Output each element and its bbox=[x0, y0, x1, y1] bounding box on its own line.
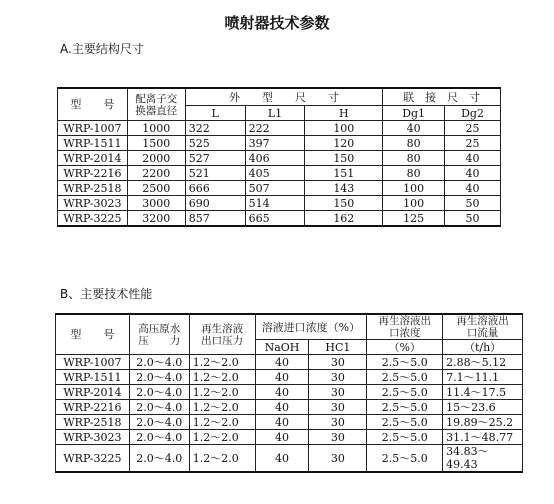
table-cell: 406 bbox=[245, 151, 305, 166]
table-row bbox=[56, 370, 523, 385]
table-cell: 30 bbox=[309, 445, 367, 473]
table-cell: 150 bbox=[305, 196, 383, 211]
table-cell: 80 bbox=[383, 136, 445, 151]
table-cell: 30 bbox=[309, 430, 367, 445]
table-cell: 100 bbox=[305, 121, 383, 136]
header-regen-outlet-pressure bbox=[189, 314, 255, 355]
table-cell: WRP-2216 bbox=[56, 400, 130, 415]
header-exchanger-line1: 配离子交 bbox=[135, 92, 178, 105]
table-cell: 30 bbox=[309, 415, 367, 430]
table-cell: 2.5～5.0 bbox=[367, 415, 443, 430]
performance-table-body bbox=[56, 355, 523, 473]
table-cell: 1.2～2.0 bbox=[189, 370, 255, 385]
table-row bbox=[58, 211, 501, 227]
table-cell: WRP-3225 bbox=[58, 211, 128, 227]
structure-dimensions-table bbox=[57, 87, 501, 227]
table-cell: 1000 bbox=[127, 121, 185, 136]
header-hp-water-pressure bbox=[129, 314, 189, 355]
table-cell: 31.1～48.77 bbox=[443, 430, 523, 445]
table-cell: 151 bbox=[305, 166, 383, 181]
table-cell: WRP-2014 bbox=[58, 151, 128, 166]
table-cell: 100 bbox=[383, 196, 445, 211]
header-hp-line1: 高压原水 bbox=[138, 322, 181, 335]
table-row bbox=[58, 181, 501, 196]
table-cell: 3000 bbox=[127, 196, 185, 211]
table-cell: 527 bbox=[185, 151, 245, 166]
table-cell: 857 bbox=[185, 211, 245, 227]
header-regen-line2: 出口压力 bbox=[201, 334, 244, 347]
table-cell: 2.5～5.0 bbox=[367, 445, 443, 473]
header-Dg1: Dg1 bbox=[383, 106, 445, 121]
page-title: 喷射器技术参数 bbox=[224, 14, 330, 32]
table-cell: 80 bbox=[383, 151, 445, 166]
table-cell: 2.5～5.0 bbox=[367, 370, 443, 385]
table-cell: WRP-1511 bbox=[58, 136, 128, 151]
table-cell: 1500 bbox=[127, 136, 185, 151]
header-outconc-unit: （%） bbox=[367, 340, 443, 355]
table-cell: 1.2～2.0 bbox=[189, 415, 255, 430]
table-cell: 690 bbox=[185, 196, 245, 211]
table-cell: 40 bbox=[255, 415, 309, 430]
table-cell: 1.2～2.0 bbox=[189, 355, 255, 370]
table-cell: 125 bbox=[383, 211, 445, 227]
table-row bbox=[58, 121, 501, 136]
table-cell: 2.5～5.0 bbox=[367, 355, 443, 370]
header-exchanger-diameter bbox=[127, 88, 185, 121]
table-cell: 2.0～4.0 bbox=[129, 445, 189, 473]
table-cell: WRP-2014 bbox=[56, 385, 130, 400]
table-cell: 2.5～5.0 bbox=[367, 400, 443, 415]
table-row bbox=[58, 196, 501, 211]
header-flow-line2: 口流量 bbox=[466, 327, 499, 339]
table-cell: 7.1～11.1 bbox=[443, 370, 523, 385]
header-flow-line1: 再生溶液出 bbox=[456, 315, 509, 327]
table-cell: 2200 bbox=[127, 166, 185, 181]
header-outconc-line2: 口浓度 bbox=[388, 327, 421, 339]
table-cell: 40 bbox=[445, 181, 501, 196]
table-row bbox=[58, 136, 501, 151]
structure-table-body bbox=[58, 121, 501, 227]
table-cell: 40 bbox=[255, 445, 309, 473]
table-cell: 666 bbox=[185, 181, 245, 196]
table-cell: 19.89～25.2 bbox=[443, 415, 523, 430]
table-cell: WRP-3225 bbox=[56, 445, 130, 473]
table-cell: 50 bbox=[445, 211, 501, 227]
table-cell: WRP-2216 bbox=[58, 166, 128, 181]
header-hcl: HC1 bbox=[309, 340, 367, 355]
table-cell: 3200 bbox=[127, 211, 185, 227]
header-model: 型 号 bbox=[56, 314, 130, 355]
table-cell: 514 bbox=[245, 196, 305, 211]
header-Dg2: Dg2 bbox=[445, 106, 501, 121]
table-cell: 150 bbox=[305, 151, 383, 166]
header-L: L bbox=[185, 106, 245, 121]
table-row bbox=[56, 355, 523, 370]
table-cell: 2.88～5.12 bbox=[443, 355, 523, 370]
table-cell: 2000 bbox=[127, 151, 185, 166]
table-cell: 11.4～17.5 bbox=[443, 385, 523, 400]
table-cell: 521 bbox=[185, 166, 245, 181]
table-cell: 525 bbox=[185, 136, 245, 151]
table-cell: 2.0～4.0 bbox=[129, 415, 189, 430]
table-cell: 665 bbox=[245, 211, 305, 227]
header-regen-line1: 再生溶液 bbox=[201, 322, 244, 335]
table-cell: 222 bbox=[245, 121, 305, 136]
table-cell: 2500 bbox=[127, 181, 185, 196]
table-cell: WRP-1511 bbox=[56, 370, 130, 385]
table-cell: 40 bbox=[255, 355, 309, 370]
header-outlet-concentration bbox=[367, 314, 443, 340]
table-row bbox=[58, 151, 501, 166]
table-cell: 143 bbox=[305, 181, 383, 196]
header-hp-line2: 压 力 bbox=[138, 334, 181, 347]
header-H: H bbox=[305, 106, 383, 121]
table-cell: 120 bbox=[305, 136, 383, 151]
table-row bbox=[56, 385, 523, 400]
table-cell: WRP-3023 bbox=[58, 196, 128, 211]
table-cell: 1.2～2.0 bbox=[189, 385, 255, 400]
table-cell: 30 bbox=[309, 370, 367, 385]
table-row bbox=[58, 166, 501, 181]
table-row bbox=[56, 430, 523, 445]
table-row bbox=[56, 415, 523, 430]
header-outlet-flow bbox=[443, 314, 523, 340]
header-outline-dimensions: 外 型 尺 寸 bbox=[185, 88, 382, 106]
table-cell: 40 bbox=[255, 385, 309, 400]
table-cell: 2.5～5.0 bbox=[367, 385, 443, 400]
table-cell: 30 bbox=[309, 400, 367, 415]
table-cell: 1.2～2.0 bbox=[189, 430, 255, 445]
table-cell: 80 bbox=[383, 166, 445, 181]
table-cell: 1.2～2.0 bbox=[189, 400, 255, 415]
header-inlet-concentration: 溶液进口浓度（%） bbox=[255, 314, 367, 340]
table-cell: 2.0～4.0 bbox=[129, 370, 189, 385]
table-cell: 2.5～5.0 bbox=[367, 430, 443, 445]
table-cell: 100 bbox=[383, 181, 445, 196]
header-model: 型 号 bbox=[58, 88, 128, 121]
header-flow-unit: （t/h） bbox=[443, 340, 523, 355]
section-b-heading: B、主要技术性能 bbox=[60, 287, 153, 301]
table-cell: 322 bbox=[185, 121, 245, 136]
table-row bbox=[56, 445, 523, 473]
table-cell: 25 bbox=[445, 136, 501, 151]
table-cell: 40 bbox=[255, 370, 309, 385]
table-cell: WRP-1007 bbox=[58, 121, 128, 136]
table-cell: 2.0～4.0 bbox=[129, 400, 189, 415]
table-cell: 50 bbox=[445, 196, 501, 211]
table-cell: 30 bbox=[309, 355, 367, 370]
table-cell: WRP-2518 bbox=[56, 415, 130, 430]
header-L1: L1 bbox=[245, 106, 305, 121]
header-naoh: NaOH bbox=[255, 340, 309, 355]
table-cell: 40 bbox=[445, 151, 501, 166]
table-cell: 25 bbox=[445, 121, 501, 136]
table-cell: 40 bbox=[445, 166, 501, 181]
table-cell: 162 bbox=[305, 211, 383, 227]
table-cell: 397 bbox=[245, 136, 305, 151]
table-cell: 40 bbox=[383, 121, 445, 136]
table-cell: 2.0～4.0 bbox=[129, 355, 189, 370]
table-cell: 507 bbox=[245, 181, 305, 196]
table-cell: WRP-2518 bbox=[58, 181, 128, 196]
header-connection-dimensions: 联 接 尺 寸 bbox=[383, 88, 501, 106]
header-exchanger-line2: 换器直径 bbox=[135, 104, 178, 117]
technical-performance-table bbox=[55, 313, 523, 473]
table-cell: WRP-1007 bbox=[56, 355, 130, 370]
table-cell: 1.2～2.0 bbox=[189, 445, 255, 473]
table-cell: 2.0～4.0 bbox=[129, 385, 189, 400]
table-cell: 40 bbox=[255, 400, 309, 415]
table-cell: 2.0～4.0 bbox=[129, 430, 189, 445]
table-cell: WRP-3023 bbox=[56, 430, 130, 445]
table-cell: 15～23.6 bbox=[443, 400, 523, 415]
table-cell: 405 bbox=[245, 166, 305, 181]
table-cell: 30 bbox=[309, 385, 367, 400]
table-cell: 40 bbox=[255, 430, 309, 445]
table-row bbox=[56, 400, 523, 415]
section-a-heading: A.主要结构尺寸 bbox=[60, 42, 144, 56]
header-outconc-line1: 再生溶液出 bbox=[378, 315, 431, 327]
table-cell: 34.83～49.43 bbox=[443, 445, 523, 473]
